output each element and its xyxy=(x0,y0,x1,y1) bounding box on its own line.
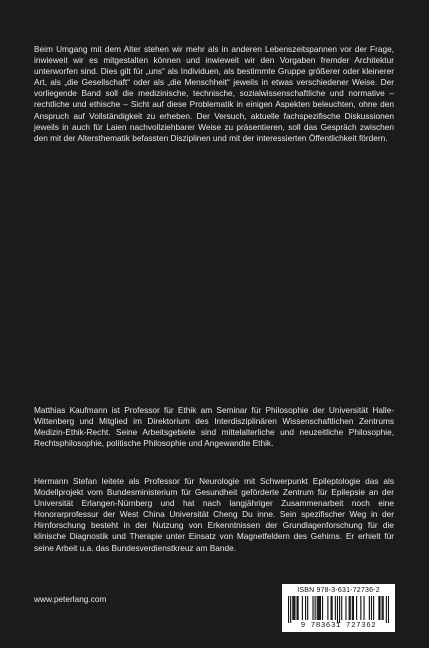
barcode-bar xyxy=(379,596,380,620)
ean-digits: 9 783631 727362 xyxy=(300,622,377,630)
barcode-bar xyxy=(373,596,374,620)
barcode-bar xyxy=(317,596,318,620)
barcode-bar xyxy=(322,596,323,620)
barcode-bar xyxy=(353,596,354,620)
barcode-bar xyxy=(337,596,338,623)
barcode-bar xyxy=(297,596,298,620)
barcode-bar xyxy=(302,596,303,620)
barcode-bar xyxy=(371,596,372,620)
barcode-bar xyxy=(307,596,308,620)
barcode-bar xyxy=(350,596,351,620)
barcode-bar xyxy=(312,596,313,620)
author-bio-kaufmann: Matthias Kaufmann ist Professor für Ethik am Seminar für Philosophie der Universität Halle-Wittenberg und Mitglied im Direktorium des Interdisziplinären Wissenschaftlichen Zentrums Medizin-Ethik-Recht. Seine Arbeitsgebiete sind mittelalterliche und neuzeitliche Philosophie, Rechtsphilosophie, politische Philosophie und Angewandte Ethik. xyxy=(34,405,394,449)
barcode-bar xyxy=(349,596,350,620)
barcode-bar xyxy=(363,596,364,620)
barcode-bar xyxy=(293,596,294,620)
barcode-bar xyxy=(327,596,328,620)
barcode-icon xyxy=(288,596,389,623)
barcode-bar xyxy=(388,596,389,623)
barcode-bar xyxy=(292,596,293,620)
barcode-bar xyxy=(356,596,357,620)
publisher-website[interactable]: www.peterlang.com xyxy=(34,594,107,604)
isbn-label: ISBN 978-3-631-72736-2 xyxy=(297,587,380,594)
barcode-bar xyxy=(320,596,321,620)
barcode-panel xyxy=(282,584,395,632)
barcode-bar xyxy=(341,596,342,620)
barcode-bar xyxy=(315,596,316,620)
barcode-bar xyxy=(382,596,383,620)
barcode-bar xyxy=(360,596,361,620)
barcode-bar xyxy=(290,596,291,623)
barcode-bar xyxy=(369,596,370,620)
barcode-bar xyxy=(383,596,384,620)
barcode-bar xyxy=(352,596,353,620)
barcode-bar xyxy=(318,596,319,620)
barcode-bar xyxy=(339,596,340,623)
barcode-bar xyxy=(345,596,346,620)
barcode-bar xyxy=(298,596,299,620)
barcode-bar xyxy=(305,596,306,620)
barcode-bar xyxy=(288,596,289,623)
barcode-bar xyxy=(294,596,295,620)
author-bio-stefan: Hermann Stefan leitete als Professor für Neurologie mit Schwerpunkt Epileptologie das als Modellprojekt vom Bundesministerium für Gesundheit geförderte Zentrum für Epilepsie an der Universität Erlangen-Nürnberg und hat nach langjähriger Zusammenarbeit noch eine Honorarprofessur der West China Universität Cheng Du inne. Sein spezifischer Weg in der Hirnforschung besteht in der Nutzung von Erkenntnissen der Grundlagenforschung für die klinische Diagnostik und Therapie unter Einsatz von Magnetfeldern des Gehirns. Er erhielt für seine Arbeit u.a. das Bundesverdienstkreuz am Bande. xyxy=(34,476,394,553)
blurb-text: Beim Umgang mit dem Alter stehen wir mehr als in anderen Lebenszeitspannen vor der Frage, inwieweit wir es mitgestalten können und inwieweit wir den Vorgaben fremder Architektur unterworfen sind. Dies gilt für „uns“ als Individuen, als bestimmte Gruppe größerer oder kleinerer Art, als „die Gesellschaft“ oder als „die Menschheit“ jeweils in etwas verschiedener Weise. Der vorliegende Band soll die medizinische, technische, sozialwissenschaftliche und normative – rechtliche und ethische – Sicht auf diese Problematik in einigen Aspekten beleuchten, ohne den Anspruch auf Vollständigkeit zu erheben. Der Versuch, aktuelle fachspezifische Diskussionen jeweils in auch für Laien nachvollziehbarer Weise zu präsentieren, soll das Gespräch zwischen den mit der Altersthematik befassten Disziplinen und mit der interessierten Öffentlichkeit fördern. xyxy=(34,44,394,143)
barcode-bar xyxy=(319,596,320,620)
barcode-bar xyxy=(335,596,336,620)
barcode-bar xyxy=(386,596,387,623)
barcode-bar xyxy=(331,596,332,620)
barcode-bar xyxy=(378,596,379,620)
barcode-bar xyxy=(332,596,333,620)
